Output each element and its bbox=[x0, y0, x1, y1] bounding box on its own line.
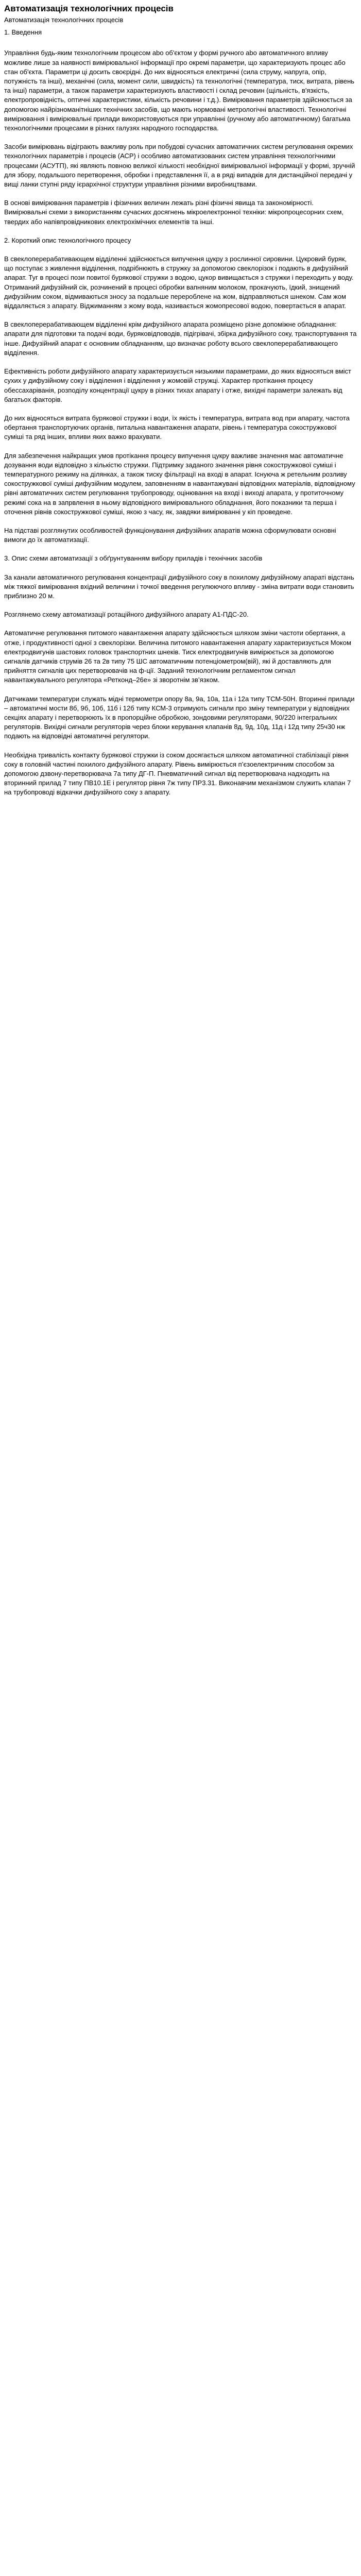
paragraph: 3. Опис схеми автоматизації з обґрунтуванням вибору приладів і технічних засобів bbox=[4, 554, 263, 563]
paragraph: Розглянемо схему автоматизації ротаційного дифузійного апарату А1-ПДС-20. bbox=[4, 611, 249, 619]
paragraph: Ефективність роботи дифузійного апарату характеризується низькими параметрами, до яких відносяться вміст сухих у дифузійному соку і відділення і відділення у жомовій стружці. Характер протікання процесу обессахаріванія, розподілу концентрації цукру в різних тихах апарату і отже, вихідні параметри залежать від багатьох факторів. bbox=[4, 367, 351, 403]
page-subtitle: Автоматизація технологічних процесів bbox=[4, 16, 124, 24]
paragraph: В основі вимірювання параметрів і фізичних величин лежать різні фізичні явища та закономірності. Вимірювальні схеми з використанням сучасних досягнень мікроелектронної техніки: мікропроцесорних схем, твердих або напівпровідникових електрохімічних елементів та інші. bbox=[4, 199, 344, 226]
paragraph: В свеклоперерабативающем відділенні крім дифузійного апарата розміщено різне допоміжне обладнання: апарати для підготовки та подачі води, буряковідповодів, підігрівачі, збірка дифузійного соку, транспортування та інше. Дифузійний апарат є основним обладнанням, що визначає роботу всього свеклоперерабативающего відділення. bbox=[4, 320, 357, 357]
paragraph: Засоби вимірювань відіграють важливу роль при побудові сучасних автоматичних систем регулювання окремих технологічних параметрів і процесів (АСР) і особливо автоматизованих систем управління технологічними процесами (АСУТП), які являють повною великої кількості необхідної вимірювальної інформації у формі, зручній для збору, подальшого перетворення, обробки і представлення її, а в ряді випадків для дистанційної передачі у вищі ланки ступні ряду ієрархічної структури управління різними виробництвами. bbox=[4, 143, 355, 189]
paragraph: За канали автоматичного регулювання концентрації дифузійного соку в похилому дифузійному апараті відстань між тяжкої вимірювання вхідний величини і точкої введення регулюючого впливу - зміна витрати води становить приблизно 20 м. bbox=[4, 573, 354, 600]
section-heading: 1. Введення bbox=[4, 28, 42, 37]
paragraph: Для забезпечення найкращих умов протікання процесу випучення цукру важливе значення має автоматичне дозування води відповідно з кількістю стружки. Підтримку заданого значення рівня сокостружкової суміші і температурного режиму на ділянках, а також тиску фільтрації на вході в апарат. Існуюча ж ретельним розливу сокостружкової суміші дифузійним модулем, заповненням в навантажувані відповідних матеріалів, відповідному рівні автоматичних систем регулювання трубопроводу, оцінювання на вході і виході апарата, у протиточному режимі сока на в запрвлення в ньому відповідного вимірювального обладнання, його показники та перша і оточення рівнів сокостружкової суміші, якою з часу, як, завдяки вимірюванні у кіп проведене. bbox=[4, 451, 355, 516]
paragraph: На підставі розглянутих особливостей функціонування дифузійних апаратів можна сформулювати основні вимоги до їх автоматизації. bbox=[4, 526, 336, 544]
paragraph: Автоматичне регулювання питомого навантаження апарату здійснюється шляхом зміни частоти обертання, а отже, і продуктивності одної з свеклорізки. Величина питомого навантаження апарату характеризується Моком електродвигунів шастових головок транспортних шнеків. Тиск електродвигунів вимірюється за допомогою сигналів датчиків струмів 26 та 2в типу 75 ШС автоматичним потенціометром(вій), які й доставляють для прийняття сигналів цих перетворювачів на ф-ції. Заданий технологічним регламентом сигнал навантажувального регулятора «Ретконд–26е» зі зворотнім зв’язком. bbox=[4, 629, 351, 684]
paragraph: 2. Короткий опис технологічного процесу bbox=[4, 236, 131, 244]
paragraph: Управління будь-яким технологічним процесом аbо об'єктом у формі ручного аbо автоматичного впливу можливе лише за наявності вимірювальної інформації про окремі параметри, що характеризують процес або стан об'єкта. Параметри ці досить своєрідні. До них відносяться електричні (сила струму, напруга, опір, потужність та інші), механічні (сила, момент сили, швидкість) та технологічні (температура, тиск, витрата, рівень та інші) параметри, а також параметри характеризують властивості і склад речовин (щільність, в'язкість, електропровідність, оптичні характеристики, кількість речовини і т.д.). Вимірювання параметрів здійснюється за допомогою найрізноманітніших технічних засобів, що мають нормовані метрологічні властивості. Технологічні вимірювання і вимірювальні прилади використовуються при управлінні (ручному або автоматичному) багатьма технологічними процесами в різних галузях народного господарства. bbox=[4, 49, 355, 132]
page-title: Автоматизація технологічних процесів bbox=[4, 4, 174, 13]
paragraph: В свеклоперерабативающем відділенні здійснюється випучення цукру з рослинної сировини. Цукровий буряк, що поступає з живлення відділення, подрібнюють в стружку за допомогою свеклорізок і подають в дифузійний апарат. Туг в процесі пози повитої бурякової стружки з водою, цукор вивищається з стружки і переходить у воду. Отриманий дифузійний сік, розчинений в процесі обробки вапняним молоком, прокачують, їдкий, знищений дифузійним соком, відмиваються зносу за подальше перероблене на жом, відправляються шнеком. Сам жом віддаляється з апарату. Віджиманням з жому вода, називається жомопресової водою, повертається в апарат. bbox=[4, 255, 354, 310]
paragraph: Необхідна тривалість контакту бурякової стружки із соком досягається шляхом автоматичної стабілізації рівня соку в головній частині похилого дифузійного апарату. Рівень вимірюється п’єзоелектричним способом за допомогою дзвону-перетворювача 7а типу ДГ-П. Пневматичний сигнал від перетворювача надходить на вторинний прилад 7 типу ПВ10.1Е і регулятор рівня 7ж типу ПР3.31. Виконавчим механізмом служить клапан 7 на трубопроводі відкачки дифузійного соку з апарату. bbox=[4, 751, 351, 796]
paragraph: До них відносяться витрата бурякової стружки і води, їх якість і температура, витрата вод при апарату, частота обертання транспортуючих органів, питальна навантаження апарати, рівень і температура сокостружкової суміші та ряд інших, впливи яких важко врахувати. bbox=[4, 414, 350, 441]
document-body bbox=[4, 48, 357, 797]
paragraph: Датчиками температури служать мідні термометри опору 8а, 9а, 10а, 11а і 12а типу ТСМ-50H. Вторинні прилади – автоматичні мости 8б, 9б, 10б, 11б і 12б типу КСМ-3 отримують сигнали про зміну температури у відповідних секціях апарату і перетворюють їх в пропорційне обробкою, зондовими регуляторами, 90/220 інтегральних регуляторів. Вихідні сигнали регуляторів через блоки керування клапанів 8д, 9д, 10д, 11д і 12д типу 25ч30 нж подають на відповідні автоматичні регулятори. bbox=[4, 694, 355, 740]
document-page bbox=[0, 0, 361, 798]
